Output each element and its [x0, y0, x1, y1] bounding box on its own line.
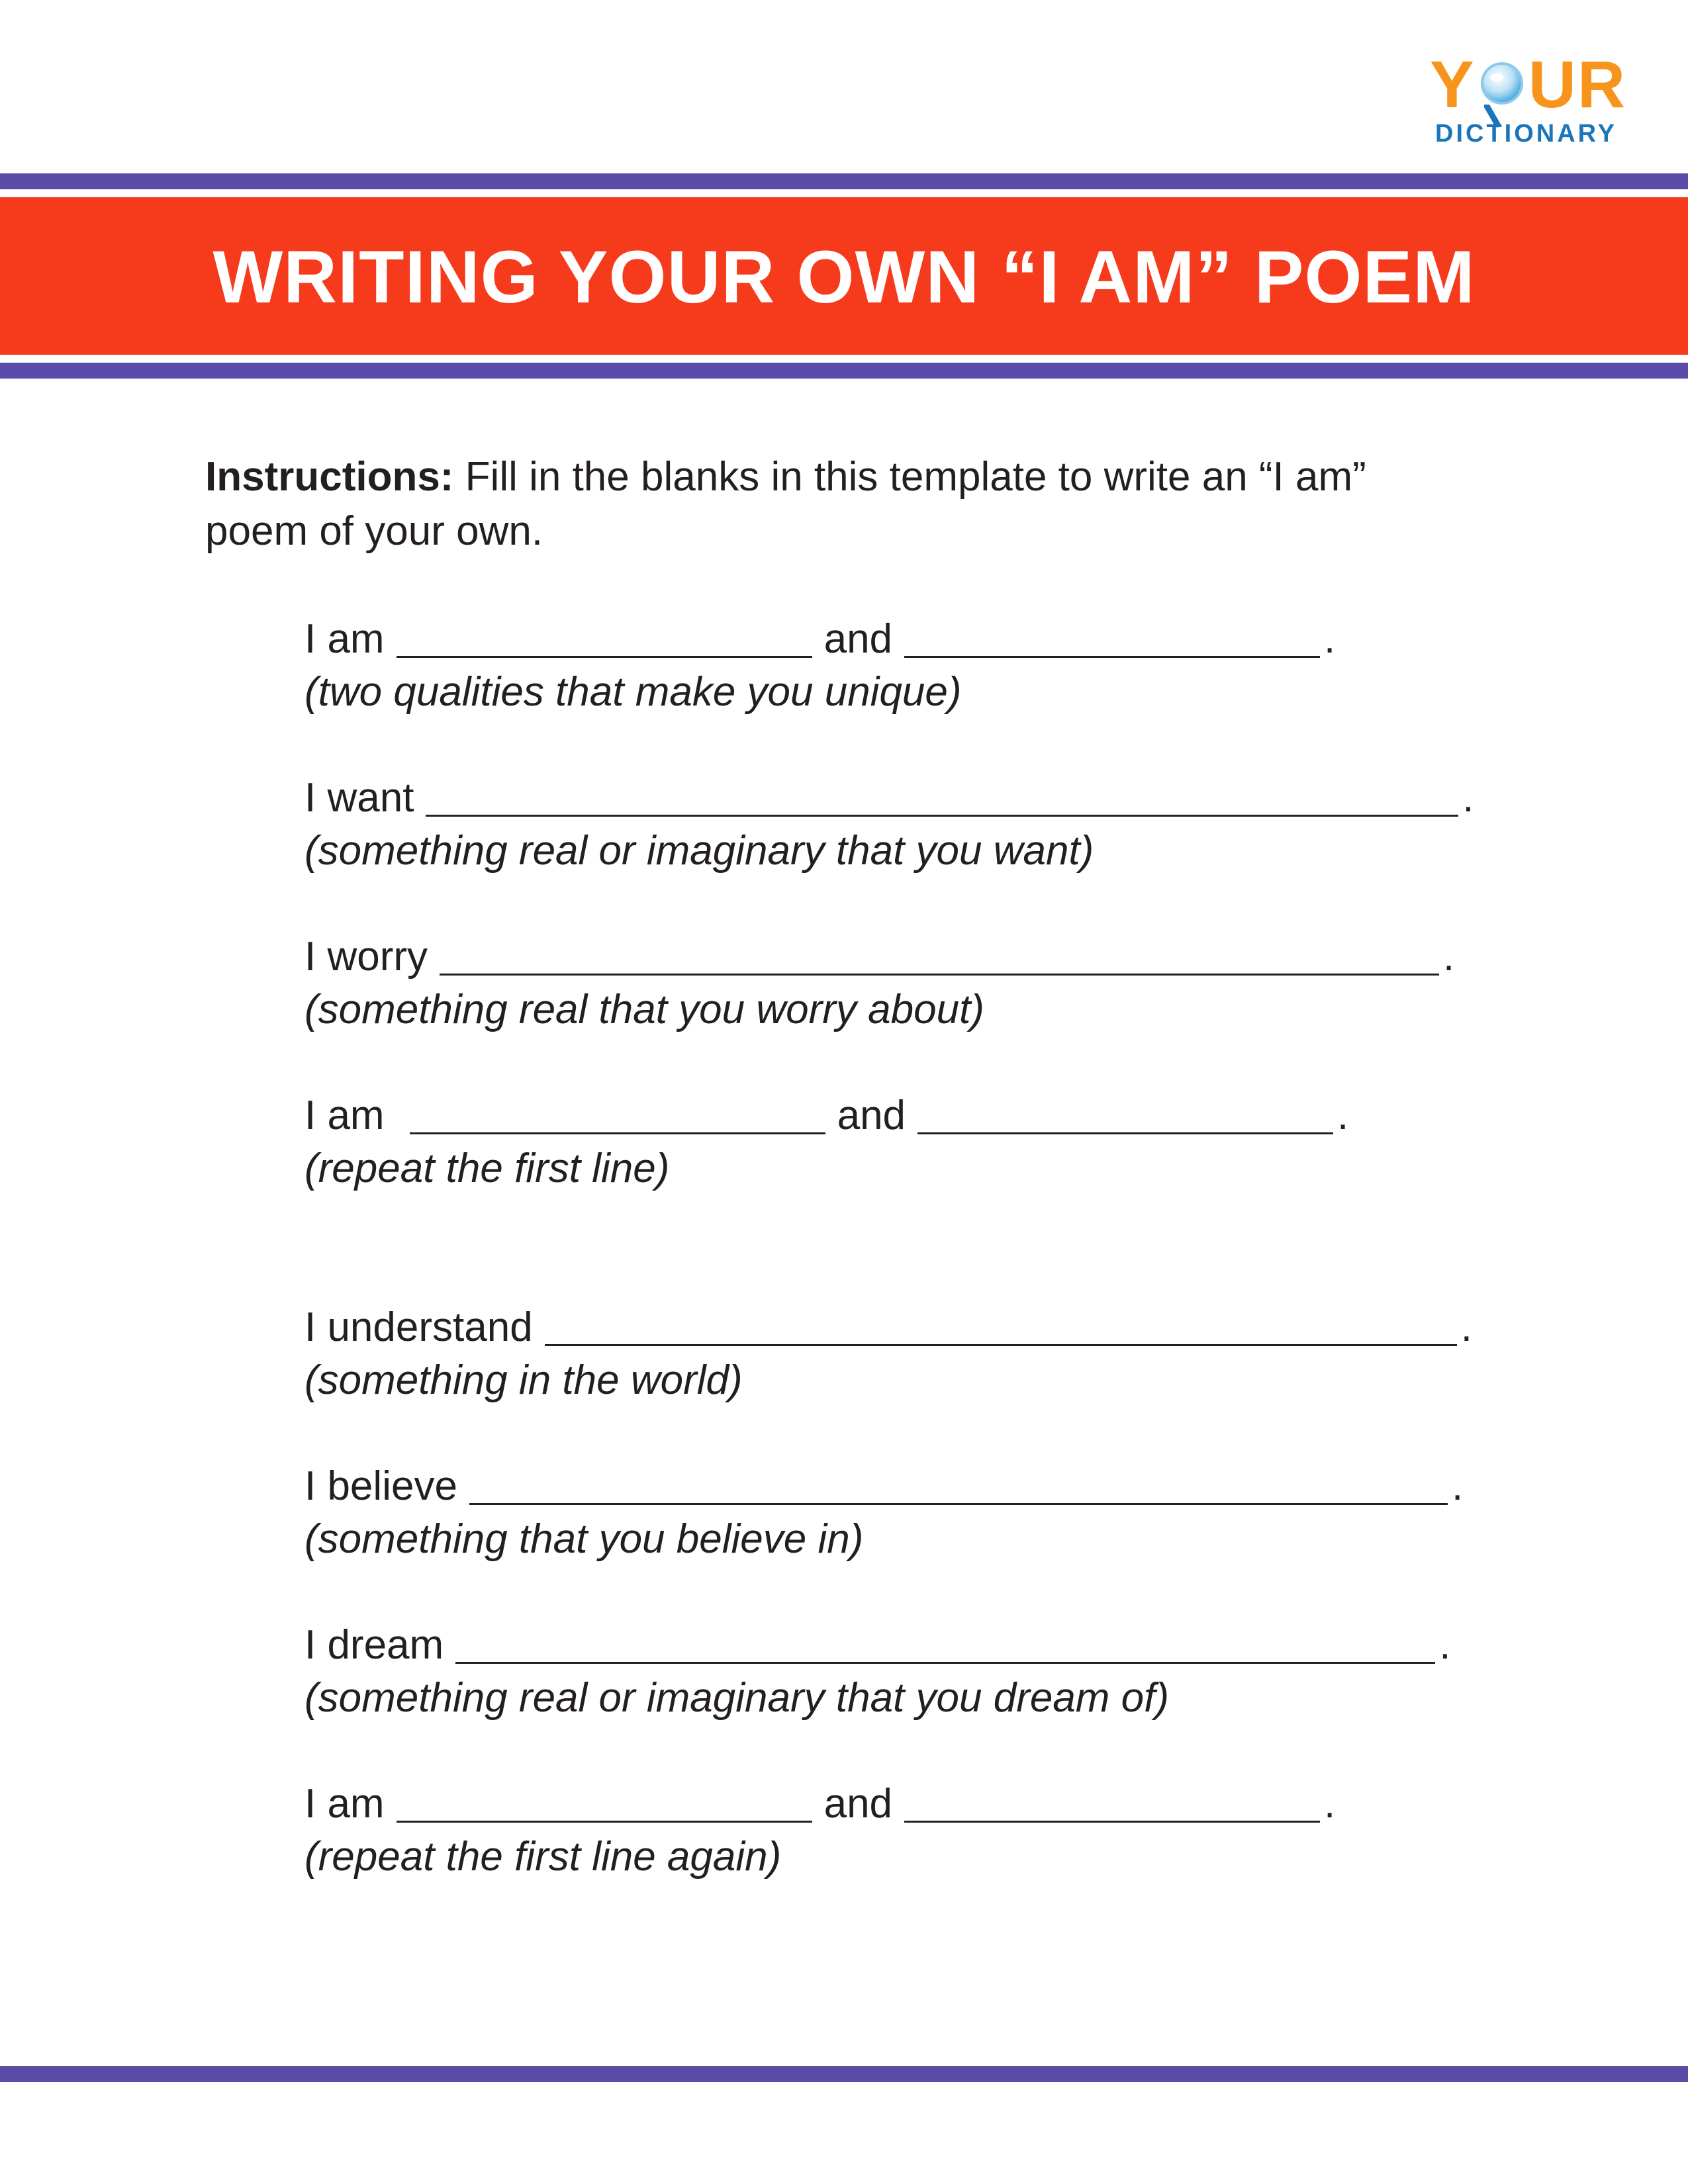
- poem-line-4: [305, 1089, 1348, 1142]
- fill-in-blank[interactable]: [917, 1094, 1333, 1134]
- poem-line-5-hint: (something in the world): [305, 1357, 743, 1403]
- poem-line-period: .: [1443, 934, 1455, 979]
- logo-letter-y: Y: [1430, 48, 1476, 122]
- poem-line-prefix: I am: [305, 1781, 385, 1827]
- fill-in-blank[interactable]: [397, 1782, 812, 1823]
- poem-line-8: [305, 1778, 1335, 1831]
- title-banner: [0, 197, 1688, 355]
- poem-line-prefix: I understand: [305, 1304, 533, 1350]
- poem-line-1: [305, 613, 1335, 666]
- poem-line-period: .: [1462, 775, 1474, 821]
- poem-line-2: [305, 772, 1474, 825]
- logo-subtext: DICTIONARY: [1435, 120, 1618, 148]
- fill-in-blank[interactable]: [904, 1782, 1320, 1823]
- fill-in-blank[interactable]: [410, 1094, 825, 1134]
- poem-line-6-hint: (something that you believe in): [305, 1516, 864, 1562]
- poem-line-3-hint: (something real that you worry about): [305, 987, 984, 1032]
- instructions-text-line1: Fill in the blanks in this template to write an “I am”: [453, 454, 1366, 500]
- poem-line-conjunction: and: [823, 616, 893, 662]
- footer-stripe: [0, 2066, 1688, 2082]
- poem-line-conjunction: and: [823, 1781, 893, 1827]
- instructions-label: Instructions:: [205, 454, 454, 500]
- poem-line-prefix: I worry: [305, 934, 428, 979]
- your-dictionary-logo: [1430, 48, 1628, 151]
- banner-stripe-bottom: [0, 363, 1688, 379]
- instructions-text-line2: poem of your own.: [205, 508, 543, 554]
- poem-line-6: [305, 1460, 1463, 1513]
- poem-line-period: .: [1460, 1304, 1472, 1350]
- fill-in-blank[interactable]: [545, 1306, 1457, 1346]
- poem-line-4-hint: (repeat the first line): [305, 1146, 670, 1191]
- poem-line-prefix: I dream: [305, 1622, 444, 1668]
- poem-line-7: [305, 1619, 1450, 1672]
- banner-stripe-top: [0, 173, 1688, 189]
- poem-line-1-hint: (two qualities that make you unique): [305, 669, 962, 715]
- poem-line-prefix: I am: [305, 1093, 385, 1138]
- magnifying-glass-icon: [1477, 60, 1527, 110]
- fill-in-blank[interactable]: [397, 617, 812, 658]
- fill-in-blank[interactable]: [426, 776, 1458, 817]
- poem-line-prefix: I want: [305, 775, 414, 821]
- poem-line-conjunction: and: [837, 1093, 906, 1138]
- instructions: [205, 450, 1496, 559]
- poem-line-period: .: [1324, 616, 1336, 662]
- poem-line-2-hint: (something real or imaginary that you want): [305, 828, 1094, 874]
- fill-in-blank[interactable]: [469, 1465, 1448, 1505]
- logo-wordmark: [1430, 48, 1627, 122]
- poem-line-period: .: [1337, 1093, 1349, 1138]
- poem-line-prefix: I believe: [305, 1463, 457, 1509]
- fill-in-blank[interactable]: [455, 1623, 1435, 1664]
- fill-in-blank[interactable]: [904, 617, 1320, 658]
- poem-line-8-hint: (repeat the first line again): [305, 1834, 782, 1880]
- poem-line-period: .: [1324, 1781, 1336, 1827]
- poem-line-prefix: I am: [305, 616, 385, 662]
- logo-letters-ur: UR: [1528, 48, 1627, 122]
- poem-line-period: .: [1451, 1463, 1464, 1509]
- poem-line-3: [305, 931, 1454, 983]
- poem-line-period: .: [1439, 1622, 1451, 1668]
- poem-line-7-hint: (something real or imaginary that you dream of): [305, 1675, 1170, 1721]
- page-title: WRITING YOUR OWN “I AM” POEM: [212, 236, 1476, 318]
- poem-line-5: [305, 1301, 1472, 1354]
- fill-in-blank[interactable]: [440, 935, 1439, 976]
